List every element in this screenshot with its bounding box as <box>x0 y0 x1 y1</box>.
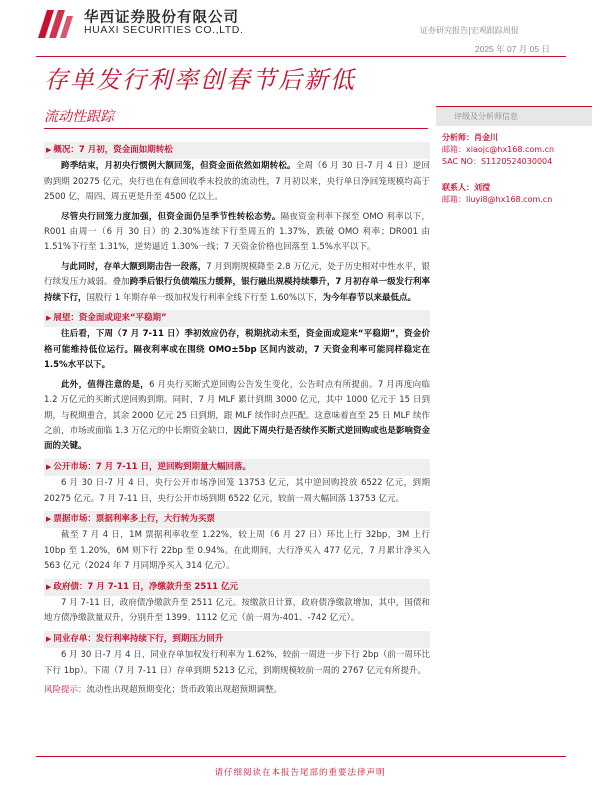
report-body <box>44 138 430 698</box>
section-heading <box>44 511 430 528</box>
text-run: 6 月央行买断式逆回购公告发生变化，公告时点有所提前。7 月再度向临 1.2 万亿元的买断式逆回购到期。同时，7 月 MLF 累计到期 3000 亿元，其中 1000 亿元于 15 日到期，与税期重合，其余 2000 亿元 25 日到期，跟 MLF 续作时点匹配。这意味着直至 25 日 MLF 续作之前，市场或面临 1.3 万亿元的中长期资金缺口， <box>44 379 430 436</box>
bold-text-run: 跨季后银行负债端压力缓释，银行融出规模持续攀升，7 月初存单一级发行利率持续下行， <box>44 277 430 303</box>
section-heading-text: 概况：7 月初，资金面如期转松 <box>53 145 173 155</box>
paragraph <box>44 476 430 507</box>
text-run: 6 月 30 日-7 月 4 日，同业存单加权发行利率为 1.62%，较前一周进一步下行 2bp（前一周环比下行 1bp）。下周（7 月 7-11 日）存单到期 5213 亿元，到期规模较前一周的 2767 亿元有所提升。 <box>44 650 430 676</box>
text-run: 隔夜资金利率下探至 OMO 利率以下，R001 由周一（6 月 30 日）的 2.30%连续下行至周五的 1.37%，跌破 OMO 利率；DR001 由 1.51%下行至 1.31%，逆势逼近 1.30%一线；7 天资金价格也回落至 1.5%水平以下。 <box>44 211 430 253</box>
risk-text: 流动性出现超预期变化；货币政策出现超预期调整。 <box>86 685 283 695</box>
section-heading-text: 政府债：7 月 7-11 日，净缴款升至 2511 亿元 <box>53 581 239 592</box>
report-date: 2025 年 07 月 05 日 <box>474 44 550 54</box>
contact-name: 联系人：刘滢 <box>442 183 490 192</box>
paragraph <box>44 648 430 679</box>
company-name-en: HUAXI SECURITIES CO.,LTD. <box>84 24 244 36</box>
bold-text-run: 为今年春节以来最低点。 <box>322 292 417 303</box>
bold-text-run: 跨季结束，月初央行惯例大额回笼，但资金面依然如期转松。 <box>61 161 296 172</box>
section-heading <box>44 310 430 327</box>
bold-text-run: 与此同时，存单大额到期击告一段落， <box>61 261 207 272</box>
paragraph <box>44 378 430 455</box>
section-heading-text: 公开市场：7 月 7-11 日，逆回购到期量大幅回落。 <box>53 461 251 472</box>
section-heading <box>44 579 430 596</box>
analyst-email[interactable]: 邮箱：xiaojc@hx168.com.cn <box>442 145 555 154</box>
text-run: 7 月到期规模降至 2.8 万亿元，处于历史相对中性水平，银行续发压力减弱。叠加 <box>44 261 430 288</box>
text-run: 6 月 30 日-7 月 4 日，央行公开市场净回笼 13753 亿元，其中逆回购投放 6522 亿元，到期 20275 亿元。7 月 7-11 日，央行公开市场到期 6522 亿元，较前一周大幅回落 13753 亿元。 <box>44 478 430 504</box>
bold-text-run: 此外，值得注意的是， <box>61 379 150 390</box>
bullet-marker-icon: ▶ <box>46 314 52 323</box>
bullet-marker-icon: ▶ <box>46 582 52 591</box>
company-name-cn: 华西证券股份有限公司 <box>84 10 239 26</box>
bullet-marker-icon: ▶ <box>46 146 52 154</box>
bold-text-run: 因此下周央行是否续作买断式逆回购或也是影响资金面的关键。 <box>44 425 430 452</box>
sidebar-title: 评级及分析师信息 <box>436 106 592 126</box>
section-heading <box>44 459 430 476</box>
contact-email[interactable]: 邮箱：liuyi8@hx168.com.cn <box>442 195 553 204</box>
bullet-marker-icon: ▶ <box>46 634 52 643</box>
section-heading <box>44 142 430 159</box>
report-type: 证券研究报告|宏观跟踪周报 <box>420 26 519 35</box>
bullet-marker-icon: ▶ <box>46 462 52 471</box>
section-label: 流动性跟踪 <box>44 109 114 125</box>
bullet-marker-icon: ▶ <box>46 514 52 523</box>
risk-label: 风险提示： <box>44 685 87 695</box>
bold-text-run: 往后看，下周（7 月 7-11 日）季初效应仍存，税期扰动未至，资金面或迎来“平稳期”，资金价格可能维持低位运行。隔夜利率或在围绕 OMO±5bp 区间内波动，7 天资金利率可能同样稳定在 1.5%水平以下。 <box>44 329 430 371</box>
section-heading-text: 票据市场：票据利率多上行，大行转为买票 <box>53 513 215 524</box>
analyst-sac-number: SAC NO：S1120524030004 <box>442 157 553 166</box>
report-title: 存单发行利率创春节后新低 <box>44 66 356 94</box>
section-divider <box>44 128 428 129</box>
huaxi-logo-icon <box>36 6 74 40</box>
analyst-name: 分析师：肖金川 <box>442 133 498 142</box>
header-divider <box>36 56 566 57</box>
paragraph <box>44 596 430 627</box>
paragraph <box>44 159 430 205</box>
text-run: 7 月 7-11 日，政府债净缴款升至 2511 亿元。按缴款日计算，政府债净缴款增加，其中，国债和地方债净缴款量双升，分别升至 1399、1112 亿元（前一周为-401、-742 亿元）。 <box>44 597 430 624</box>
paragraph <box>44 260 430 306</box>
bold-text-run: 尽管央行回笼力度加强，但资金面仍呈季节性转松态势。 <box>61 211 281 222</box>
analyst-sidebar <box>436 106 592 206</box>
paragraph <box>44 327 430 373</box>
text-run: 截至 7 月 4 日，1M 票据利率收至 1.22%，较上周（6 月 27 日）环比上行 32bp，3M 上行 10bp 至 1.20%，6M 则下行 22bp 至 0.94%。在此期间，大行净买入 477 亿元，7 月累计净买入 563 亿元（2024 年 7 月同期净买入 314 亿元）。 <box>44 530 430 572</box>
section-heading-text: 同业存单：发行利率持续下行，到期压力回升 <box>53 633 224 644</box>
paragraph <box>44 210 430 256</box>
risk-warning <box>44 683 430 698</box>
paragraph <box>44 528 430 574</box>
section-heading <box>44 631 430 648</box>
footer-divider <box>36 756 566 757</box>
text-run: 国股行 1 年期存单一级加权发行利率全线下行至 1.60%以下， <box>86 292 323 303</box>
text-run: 全周（6 月 30 日-7 月 4 日）逆回购到期 20275 亿元，央行也在有意回收季末投放的流动性，7 月初以来，央行单日净回笼规模均高于 2500 亿，周四、周五更是升至 4500 亿以上。 <box>44 161 430 203</box>
section-heading-text: 展望：资金面或迎来“平稳期” <box>53 313 167 324</box>
footer-disclaimer: 请仔细阅读在本报告尾部的重要法律声明 <box>214 768 386 778</box>
